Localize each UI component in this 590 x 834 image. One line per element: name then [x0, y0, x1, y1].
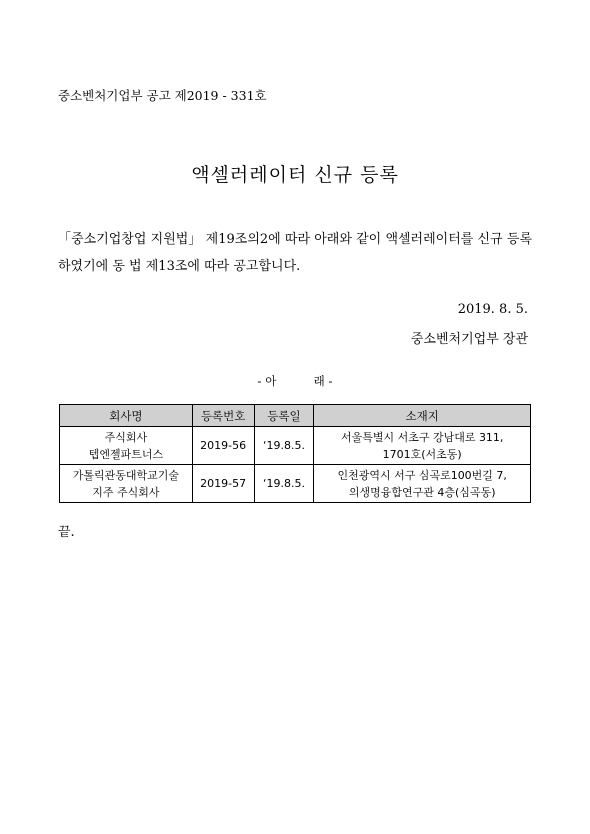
reg-no-cell: 2019-57	[192, 465, 254, 503]
below-marker	[0, 373, 590, 389]
page-title: 액셀러레이터 신규 등록	[191, 164, 399, 186]
company-line: 지주 주식회사	[92, 485, 160, 499]
header-company: 회사명	[60, 405, 193, 427]
header-address: 소재지	[314, 405, 531, 427]
reg-no-cell: 2019-56	[192, 427, 254, 465]
header-reg-no: 등록번호	[192, 405, 254, 427]
header-reg-date: 등록일	[254, 405, 314, 427]
address-cell	[314, 427, 531, 465]
notice-number: 중소벤처기업부 공고 제2019 - 331호	[58, 88, 267, 103]
notice-body: 「중소기업창업 지원법」 제19조의2에 따라 아래와 같이 액셀러레이터를 신규 등록하였기에 동 법 제13조에 따라 공고합니다.	[58, 232, 532, 274]
address-cell	[314, 465, 531, 503]
company-line: 주식회사	[104, 430, 148, 444]
reg-date-cell: ‘19.8.5.	[254, 427, 314, 465]
registration-table	[59, 404, 531, 503]
below-marker-right: 래 -	[313, 374, 333, 388]
address-line: 의생명융합연구관 4층(심곡동)	[348, 485, 496, 499]
company-line: 텝엔젤파트너스	[88, 447, 164, 461]
table-row	[60, 427, 531, 465]
address-line: 인천광역시 서구 심곡로100번길 7,	[337, 468, 507, 482]
reg-date-cell: ‘19.8.5.	[254, 465, 314, 503]
notice-date: 2019. 8. 5.	[457, 302, 528, 317]
table-header-row	[60, 405, 531, 427]
company-cell	[60, 465, 193, 503]
company-cell	[60, 427, 193, 465]
issuer: 중소벤처기업부 장관	[410, 332, 528, 347]
below-marker-left: - 아	[257, 374, 277, 388]
company-line: 가톨릭관동대학교기술	[72, 468, 180, 482]
table-row	[60, 465, 531, 503]
address-line: 서울특별시 서초구 강남대로 311,	[340, 430, 504, 444]
address-line: 1701호(서초동)	[382, 447, 462, 461]
end-mark: 끝.	[58, 525, 75, 540]
